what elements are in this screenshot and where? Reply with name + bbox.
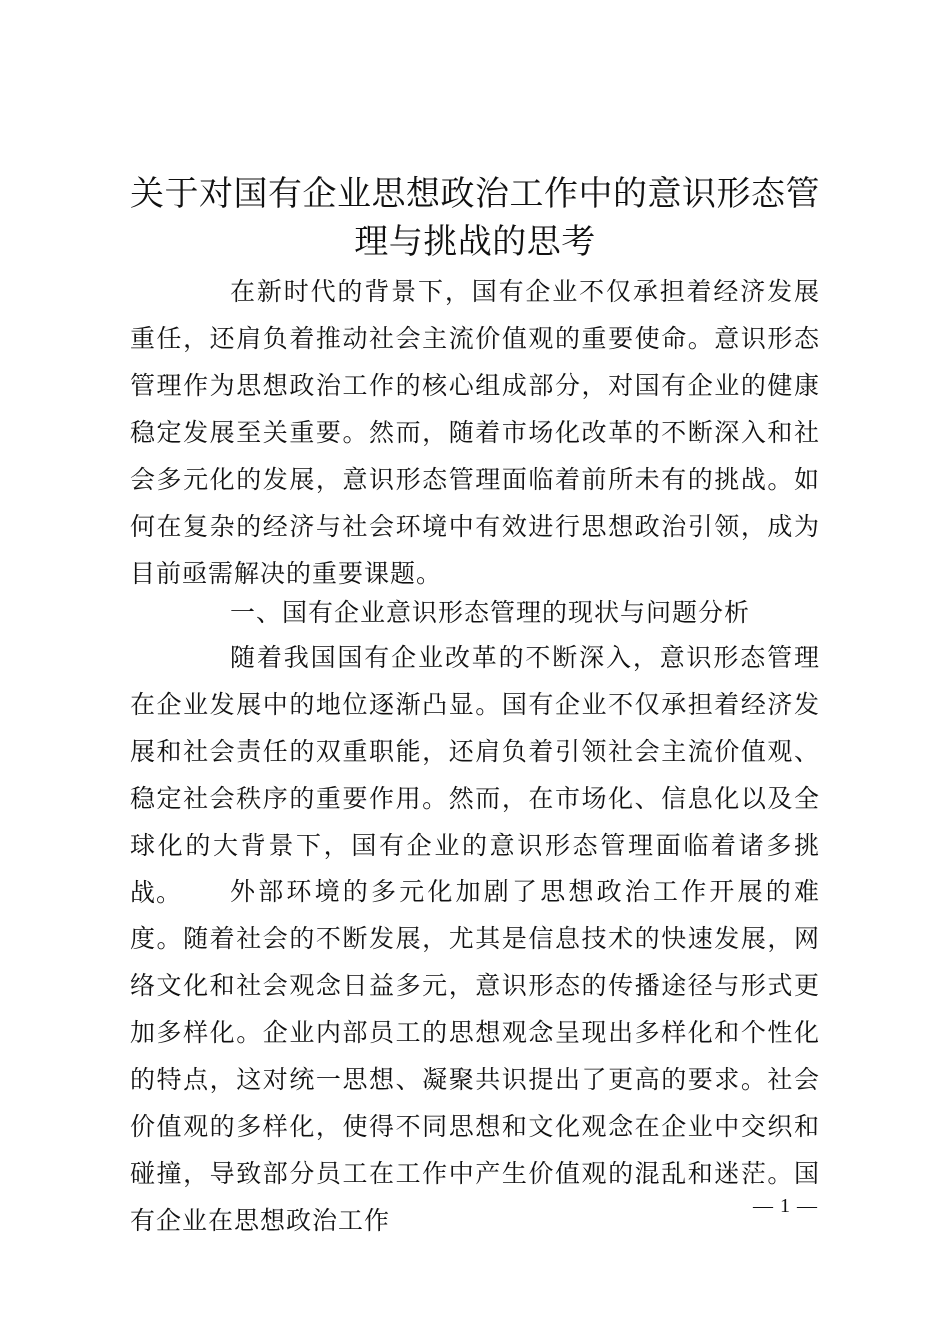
page-number: — 1 — bbox=[753, 1195, 818, 1217]
section-paragraph-2: 外部环境的多元化加剧了思想政治工作开展的难度。随着社会的不断发展，尤其是信息技术的快速发展，网络文化和社会观念日益多元，意识形态的传播途径与形式更加多样化。企业内部员工的思想观念呈现出多样化和个性化的特点，这对统一思想、凝聚共识提出了更高的要求。社会价值观的多样化，使得不同思想和文化观念在企业中交织和碰撞，导致部分员工在工作中产生价值观的混乱和迷茫。国有企业在思想政治工作 bbox=[130, 877, 820, 1235]
intro-paragraph: 在新时代的背景下，国有企业不仅承担着经济发展重任，还肩负着推动社会主流价值观的重要使命。意识形态管理作为思想政治工作的核心组成部分，对国有企业的健康稳定发展至关重要。然而，随着市场化改革的不断深入和社会多元化的发展，意识形态管理面临着前所未有的挑战。如何在复杂的经济与社会环境中有效进行思想政治引领，成为目前亟需解决的重要课题。 bbox=[130, 277, 820, 588]
section-paragraph-1: 随着我国国有企业改革的不断深入，意识形态管理在企业发展中的地位逐渐凸显。国有企业不仅承担着经济发展和社会责任的双重职能，还肩负着引领社会主流价值观、稳定社会秩序的重要作用。然而，在市场化、信息化以及全球化的大背景下，国有企业的意识形态管理面临着诸多挑战。 bbox=[130, 643, 820, 907]
document-title: 关于对国有企业思想政治工作中的意识形态管理与挑战的思考 bbox=[130, 174, 820, 262]
section-heading: 一、国有企业意识形态管理的现状与问题分析 bbox=[230, 598, 751, 627]
